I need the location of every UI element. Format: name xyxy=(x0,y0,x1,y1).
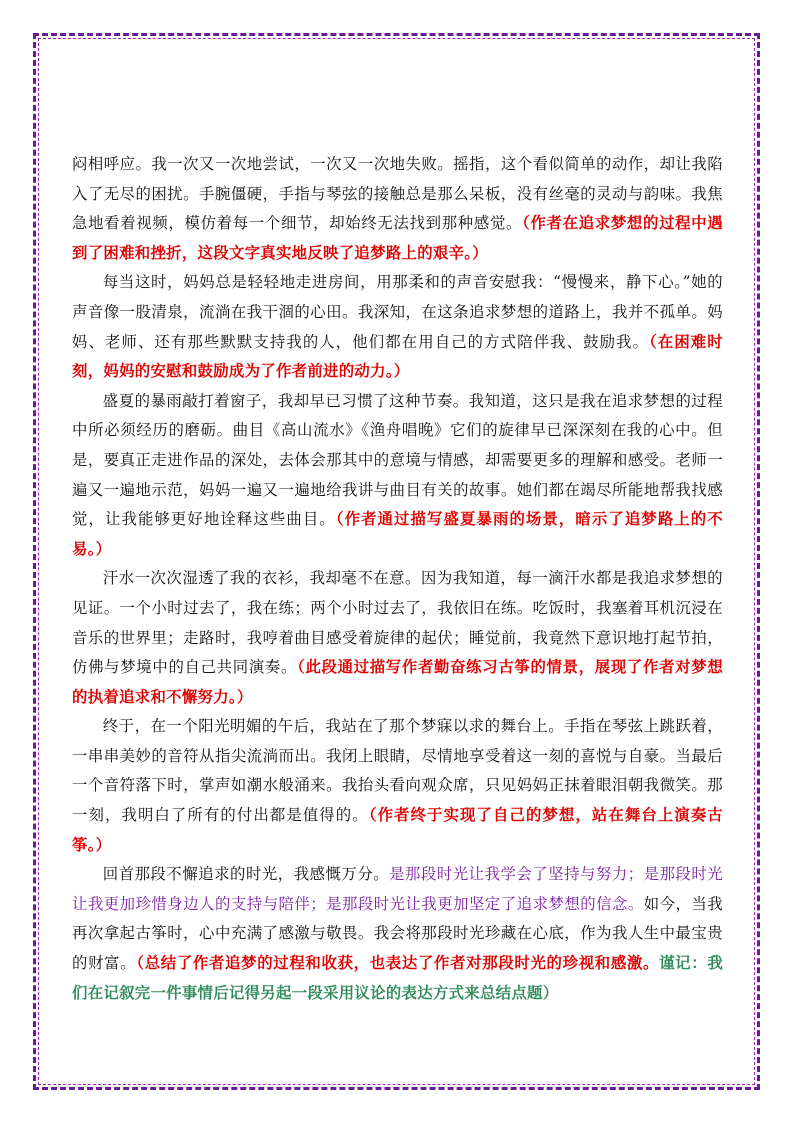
annotation: （作者通过描写盛夏暴雨的场景，暗示了追梦路上的不易。） xyxy=(72,510,723,558)
annotation: （此段通过描写作者勤奋练习古筝的情景，展现了作者对梦想的执着追求和不懈努力。） xyxy=(72,658,724,706)
body-text: 闷相呼应。我一次又一次地尝试，一次又一次地失败。摇指，这个看似简单的动作，却让我陷入了无尽的困扰。手腕僵硬，手指与琴弦的接触总是那么呆板，没有丝毫的灵动与韵味。我焦急地看着视频，模仿着每一个细节，却始终无法找到那种感觉。 xyxy=(72,155,723,233)
body-text: 汗水一次次湿透了我的衣衫，我却毫不在意。因为我知道，每一滴汗水都是我追求梦想的见证。一个小时过去了，我在练；两个小时过去了，我依旧在练。吃饭时，我塞着耳机沉浸在音乐的世界里；走路时，我哼着曲目感受着旋律的起伏；睡觉前，我竟然下意识地打起节拍，仿佛与梦境中的自己共同演奏。 xyxy=(72,569,723,677)
highlighted-text: 是那段时光让我学会了坚持与努力；是那段时光让我更加珍惜身边人的支持与陪伴；是那段时光让我更加坚定了追求梦想的信念。 xyxy=(72,865,723,913)
paragraph-3 xyxy=(72,387,723,565)
document-body xyxy=(72,150,723,1008)
body-text: 如今，当我再次拿起古筝时，心中充满了感激与敬畏。我会将那段时光珍藏在心底，作为我人生中最宝贵的财富。 xyxy=(72,894,723,973)
paragraph-2 xyxy=(72,268,723,386)
body-text: 回首那段不懈追求的时光，我感慨万分。 xyxy=(102,865,390,884)
paragraph-4 xyxy=(72,564,723,712)
body-text: 终于，在一个阳光明媚的午后，我站在了那个梦寐以求的舞台上。手指在琴弦上跳跃着，一串串美妙的音符从指尖流淌而出。我闭上眼睛，尽情地享受着这一刻的喜悦与自豪。当最后一个音符落下时，掌声如潮水般涌来。我抬头看向观众席，只见妈妈正抹着眼泪朝我微笑。那一刻，我明白了所有的付出都是值得的。 xyxy=(72,717,723,825)
paragraph-1 xyxy=(72,150,723,268)
body-text: 每当这时，妈妈总是轻轻地走进房间，用那柔和的声音安慰我：“慢慢来，静下心。”她的声音像一股清泉，流淌在我干涸的心田。我深知，在这条追求梦想的道路上，我并不孤单。妈妈、老师、还有那些默默支持我的人，他们都在用自己的方式陪伴我、鼓励我。 xyxy=(72,273,723,351)
paragraph-6 xyxy=(72,860,723,1008)
annotation: （总结了作者追梦的过程和收获，也表达了作者对那段时光的珍视和感激。 xyxy=(136,954,660,973)
paragraph-5 xyxy=(72,712,723,860)
annotation: （作者终于实现了自己的梦想，站在舞台上演奏古筝。） xyxy=(72,806,724,854)
writing-tip: 谨记：我们在记叙完一件事情后记得另起一段采用议论的表达方式来总结点题） xyxy=(72,954,724,1002)
body-text: 盛夏的暴雨敲打着窗子，我却早已习惯了这种节奏。我知道，这只是我在追求梦想的过程中所必须经历的磨砺。曲目《高山流水》《渔舟唱晚》它们的旋律早已深深刻在我的心中。但是，要真正走进作品的深处，去体会那其中的意境与情感，却需要更多的理解和感受。老师一遍又一遍地示范，妈妈一遍又一遍地给我讲与曲目有关的故事。她们都在竭尽所能地帮我找感觉，让我能够更好地诠释这些曲目。 xyxy=(72,391,723,529)
annotation: （作者在追求梦想的过程中遇到了困难和挫折，这段文字真实地反映了追梦路上的艰辛。） xyxy=(72,214,724,262)
annotation: （在困难时刻，妈妈的安慰和鼓励成为了作者前进的动力。） xyxy=(72,332,723,381)
